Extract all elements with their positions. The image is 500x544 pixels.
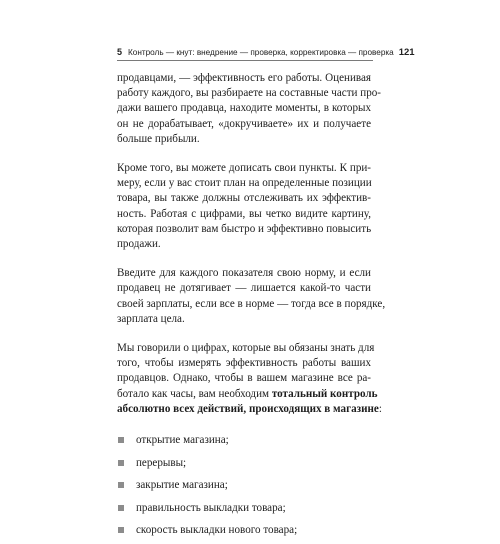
bullet-square-icon bbox=[118, 460, 124, 466]
text-line: продавцов. Однако, чтобы в вашем магазине все ра- bbox=[117, 372, 371, 385]
list-item bbox=[117, 499, 371, 517]
paragraph-4 bbox=[117, 341, 382, 417]
bold-phrase: абсолютно всех действий, происходящих в магазине bbox=[117, 402, 379, 415]
list-item bbox=[117, 476, 371, 494]
text-line: меру, если у вас стоит план на определенные позиции bbox=[117, 177, 372, 190]
text-line: дажи вашего продавца, находите моменты, в которых bbox=[117, 102, 371, 115]
text-segment: ботало как часы, вам необходим bbox=[117, 387, 272, 400]
bullet-square-icon bbox=[118, 437, 124, 443]
paragraph-2 bbox=[117, 161, 371, 252]
text-line: продавцами, — эффективность его работы. Оценивая bbox=[117, 72, 371, 84]
list-item-text: скорость выкладки нового товара; bbox=[136, 524, 298, 537]
bold-phrase: тотальный контроль bbox=[271, 387, 378, 400]
text-segment: : bbox=[378, 402, 382, 415]
text-line: Мы говорили о цифрах, которые вы обязаны знать для bbox=[117, 342, 375, 355]
text-line: зарплата цела. bbox=[117, 312, 185, 325]
text-line: работу каждого, вы разбираете на составные части про- bbox=[117, 87, 381, 100]
list-item-text: закрытие магазина; bbox=[136, 479, 228, 492]
text-line: ность. Работая с цифрами, вы четко видите картину, bbox=[117, 207, 371, 220]
text-line bbox=[117, 402, 382, 417]
text-line: он не дорабатывает, «докручиваете» их и получаете bbox=[117, 117, 371, 130]
paragraph-1 bbox=[117, 71, 381, 147]
bullet-square-icon bbox=[118, 527, 124, 533]
paragraph-3 bbox=[117, 266, 386, 327]
text-line bbox=[117, 387, 378, 402]
header-rule bbox=[117, 60, 373, 61]
list-item-text: перерывы; bbox=[136, 456, 187, 469]
text-line: своей зарплаты, если все в норме — тогда все в порядке, bbox=[117, 297, 386, 310]
chapter-title: Контроль — кнут: внедрение — проверка, корректировка — проверка bbox=[128, 47, 394, 57]
text-line: Введите для каждого показателя свою норму, и если bbox=[117, 267, 371, 280]
list-item-text: правильность выкладки товара; bbox=[136, 501, 286, 514]
chapter-number: 5 bbox=[117, 47, 123, 57]
text-line: товара, вы также должны отслеживать их эффектив- bbox=[117, 192, 371, 205]
list-item-text: открытие магазина; bbox=[136, 434, 229, 447]
list-item bbox=[117, 454, 371, 472]
text-line: того, чтобы измерять эффективность работы ваших bbox=[117, 357, 371, 370]
list-item bbox=[117, 431, 371, 449]
list-item bbox=[117, 521, 371, 539]
text-line: которая позволит вам быстро и эффективно повысить bbox=[117, 222, 372, 235]
bullet-square-icon bbox=[118, 505, 124, 511]
running-header bbox=[117, 45, 415, 59]
text-line: продавец не дотягивает — лишается какой-то части bbox=[117, 282, 371, 295]
bullet-list bbox=[117, 431, 371, 539]
bullet-square-icon bbox=[118, 482, 124, 488]
body-text bbox=[117, 71, 386, 544]
page-number: 121 bbox=[398, 46, 415, 58]
text-line: Кроме того, вы можете дописать свои пункты. К при- bbox=[117, 162, 371, 175]
text-line: продажи. bbox=[117, 238, 161, 251]
text-line: больше прибыли. bbox=[117, 132, 200, 145]
